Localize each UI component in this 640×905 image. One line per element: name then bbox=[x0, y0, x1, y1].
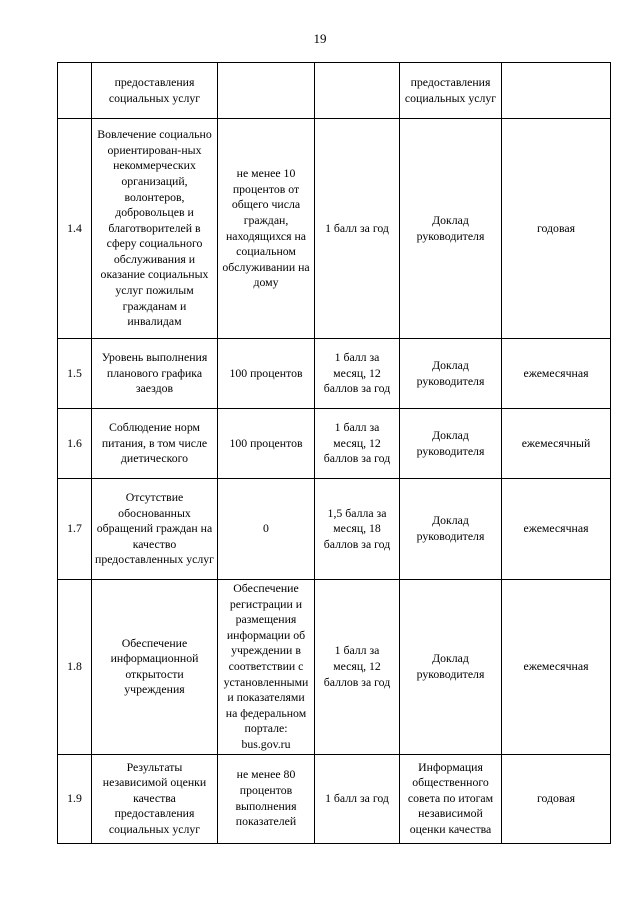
score-cell: 1 балл за месяц, 12 баллов за год bbox=[315, 409, 400, 479]
source-cell: предоставления социальных услуг bbox=[400, 63, 502, 119]
source-cell: Доклад руководителя bbox=[400, 119, 502, 339]
row-number bbox=[58, 63, 92, 119]
target-value-cell: Обеспечение регистрации и размещения информации об учреждении в соответствии с установленными и показателями на федеральном портале: bus.gov.ru bbox=[218, 580, 315, 755]
source-cell: Доклад руководителя bbox=[400, 339, 502, 409]
table-row bbox=[58, 63, 611, 119]
table-row bbox=[58, 409, 611, 479]
score-cell: 1 балл за год bbox=[315, 754, 400, 843]
periodicity-cell: ежемесячная bbox=[502, 580, 611, 755]
periodicity-cell: ежемесячная bbox=[502, 339, 611, 409]
row-number: 1.4 bbox=[58, 119, 92, 339]
table-row bbox=[58, 339, 611, 409]
row-number: 1.8 bbox=[58, 580, 92, 755]
indicator-cell: Вовлечение социально ориентирован-ных некоммерческих организаций, волонтеров, добровольцев и благотворителей в сферу социального обслуживания и оказание социальных услуг пожилым гражданам и инвалидам bbox=[92, 119, 218, 339]
target-value-cell: 100 процентов bbox=[218, 409, 315, 479]
periodicity-cell: годовая bbox=[502, 119, 611, 339]
indicator-cell: Соблюдение норм питания, в том числе диетического bbox=[92, 409, 218, 479]
row-number: 1.5 bbox=[58, 339, 92, 409]
table-row bbox=[58, 479, 611, 580]
target-value-cell: не менее 10 процентов от общего числа граждан, находящихся на социальном обслуживании на дому bbox=[218, 119, 315, 339]
indicator-cell: Обеспечение информационной открытости учреждения bbox=[92, 580, 218, 755]
target-value-cell bbox=[218, 63, 315, 119]
periodicity-cell: ежемесячная bbox=[502, 479, 611, 580]
indicator-cell: предоставления социальных услуг bbox=[92, 63, 218, 119]
periodicity-cell: годовая bbox=[502, 754, 611, 843]
table-row bbox=[58, 754, 611, 843]
score-cell: 1 балл за месяц, 12 баллов за год bbox=[315, 580, 400, 755]
page-number: 19 bbox=[313, 31, 327, 46]
row-number: 1.7 bbox=[58, 479, 92, 580]
indicators-table bbox=[57, 62, 611, 844]
target-value-cell: не менее 80 процентов выполнения показателей bbox=[218, 754, 315, 843]
source-cell: Доклад руководителя bbox=[400, 409, 502, 479]
row-number: 1.6 bbox=[58, 409, 92, 479]
target-value-cell: 100 процентов bbox=[218, 339, 315, 409]
score-cell bbox=[315, 63, 400, 119]
source-cell: Доклад руководителя bbox=[400, 479, 502, 580]
indicator-cell: Результаты независимой оценки качества предоставления социальных услуг bbox=[92, 754, 218, 843]
source-cell: Информация общественного совета по итогам независимой оценки качества bbox=[400, 754, 502, 843]
table-row bbox=[58, 580, 611, 755]
target-value-cell: 0 bbox=[218, 479, 315, 580]
source-cell: Доклад руководителя bbox=[400, 580, 502, 755]
score-cell: 1,5 балла за месяц, 18 баллов за год bbox=[315, 479, 400, 580]
table-row bbox=[58, 119, 611, 339]
indicator-cell: Уровень выполнения планового графика заездов bbox=[92, 339, 218, 409]
score-cell: 1 балл за месяц, 12 баллов за год bbox=[315, 339, 400, 409]
row-number: 1.9 bbox=[58, 754, 92, 843]
indicator-cell: Отсутствие обоснованных обращений граждан на качество предоставленных услуг bbox=[92, 479, 218, 580]
periodicity-cell: ежемесячный bbox=[502, 409, 611, 479]
periodicity-cell bbox=[502, 63, 611, 119]
score-cell: 1 балл за год bbox=[315, 119, 400, 339]
